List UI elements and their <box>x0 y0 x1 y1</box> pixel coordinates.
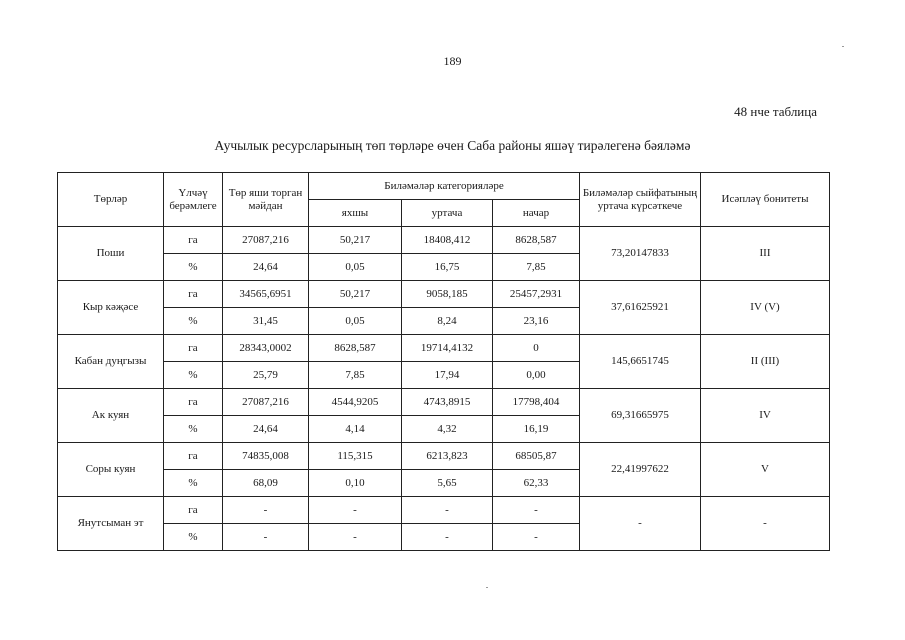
unit-cell: га <box>164 227 223 254</box>
medium-cell: - <box>402 497 493 524</box>
header-poor: начар <box>493 200 580 227</box>
table-row <box>58 335 830 362</box>
avg-quality-cell: 73,20147833 <box>580 227 701 281</box>
area-cell: 28343,0002 <box>223 335 309 362</box>
page-number: 189 <box>443 54 462 68</box>
unit-cell: га <box>164 281 223 308</box>
table-row <box>58 227 830 254</box>
medium-cell: 16,75 <box>402 254 493 281</box>
unit-cell: га <box>164 335 223 362</box>
unit-cell: га <box>164 389 223 416</box>
good-cell: 7,85 <box>309 362 402 389</box>
avg-quality-cell: 37,61625921 <box>580 281 701 335</box>
medium-cell: 5,65 <box>402 470 493 497</box>
poor-cell: - <box>493 524 580 551</box>
table-row <box>58 281 830 308</box>
area-cell: 31,45 <box>223 308 309 335</box>
species-name: Кабан дуңгызы <box>58 335 164 389</box>
unit-cell: % <box>164 254 223 281</box>
medium-cell: 9058,185 <box>402 281 493 308</box>
scan-speck <box>486 587 488 588</box>
medium-cell: - <box>402 524 493 551</box>
scan-speck <box>842 46 844 47</box>
poor-cell: 7,85 <box>493 254 580 281</box>
species-name: Кыр кәҗәсе <box>58 281 164 335</box>
poor-cell: 17798,404 <box>493 389 580 416</box>
good-cell: - <box>309 524 402 551</box>
poor-cell: 68505,87 <box>493 443 580 470</box>
area-cell: 24,64 <box>223 254 309 281</box>
good-cell: 0,05 <box>309 308 402 335</box>
poor-cell: 8628,587 <box>493 227 580 254</box>
good-cell: 50,217 <box>309 281 402 308</box>
medium-cell: 19714,4132 <box>402 335 493 362</box>
good-cell: 50,217 <box>309 227 402 254</box>
poor-cell: 23,16 <box>493 308 580 335</box>
unit-cell: га <box>164 497 223 524</box>
table-title: Аучылык ресурсларының төп төрләре өчен Саба районы яшәү тирәлегенә бәяләмә <box>214 138 691 153</box>
header-medium: уртача <box>402 200 493 227</box>
species-name: Ак куян <box>58 389 164 443</box>
poor-cell: - <box>493 497 580 524</box>
unit-cell: га <box>164 443 223 470</box>
medium-cell: 18408,412 <box>402 227 493 254</box>
species-name: Поши <box>58 227 164 281</box>
unit-cell: % <box>164 416 223 443</box>
table-row <box>58 497 830 524</box>
good-cell: - <box>309 497 402 524</box>
poor-cell: 16,19 <box>493 416 580 443</box>
poor-cell: 25457,2931 <box>493 281 580 308</box>
good-cell: 8628,587 <box>309 335 402 362</box>
avg-quality-cell: 22,41997622 <box>580 443 701 497</box>
area-cell: 27087,216 <box>223 227 309 254</box>
good-cell: 0,05 <box>309 254 402 281</box>
header-species: Төрләр <box>58 173 164 227</box>
poor-cell: 62,33 <box>493 470 580 497</box>
bonitet-cell: III <box>701 227 830 281</box>
bonitet-cell: - <box>701 497 830 551</box>
area-cell: - <box>223 497 309 524</box>
table-number: 48 нче таблица <box>734 104 817 119</box>
poor-cell: 0,00 <box>493 362 580 389</box>
area-cell: 24,64 <box>223 416 309 443</box>
bonitet-cell: II (III) <box>701 335 830 389</box>
bonitet-cell: IV (V) <box>701 281 830 335</box>
avg-quality-cell: 69,31665975 <box>580 389 701 443</box>
unit-cell: % <box>164 362 223 389</box>
species-name: Соры куян <box>58 443 164 497</box>
good-cell: 4544,9205 <box>309 389 402 416</box>
area-cell: 68,09 <box>223 470 309 497</box>
medium-cell: 4,32 <box>402 416 493 443</box>
area-cell: 27087,216 <box>223 389 309 416</box>
medium-cell: 8,24 <box>402 308 493 335</box>
area-cell: 25,79 <box>223 362 309 389</box>
header-habitat-area: Төр яши торган мәйдан <box>223 173 309 227</box>
table-row <box>58 443 830 470</box>
avg-quality-cell: 145,6651745 <box>580 335 701 389</box>
table-row <box>58 389 830 416</box>
unit-cell: % <box>164 470 223 497</box>
unit-cell: % <box>164 308 223 335</box>
header-unit: Үлчәү берәмлеге <box>164 173 223 227</box>
poor-cell: 0 <box>493 335 580 362</box>
good-cell: 4,14 <box>309 416 402 443</box>
bonitet-cell: V <box>701 443 830 497</box>
area-cell: 34565,6951 <box>223 281 309 308</box>
good-cell: 115,315 <box>309 443 402 470</box>
header-avg-quality: Биләмәләр сыйфатының уртача күрсәткече <box>580 173 701 227</box>
good-cell: 0,10 <box>309 470 402 497</box>
area-cell: 74835,008 <box>223 443 309 470</box>
assessment-table <box>57 172 830 551</box>
bonitet-cell: IV <box>701 389 830 443</box>
header-categories: Биләмәләр категорияләре <box>309 173 580 200</box>
unit-cell: % <box>164 524 223 551</box>
medium-cell: 6213,823 <box>402 443 493 470</box>
medium-cell: 17,94 <box>402 362 493 389</box>
area-cell: - <box>223 524 309 551</box>
header-good: яхшы <box>309 200 402 227</box>
header-bonitet: Исәпләү бонитеты <box>701 173 830 227</box>
avg-quality-cell: - <box>580 497 701 551</box>
species-name: Янутсыман эт <box>58 497 164 551</box>
medium-cell: 4743,8915 <box>402 389 493 416</box>
